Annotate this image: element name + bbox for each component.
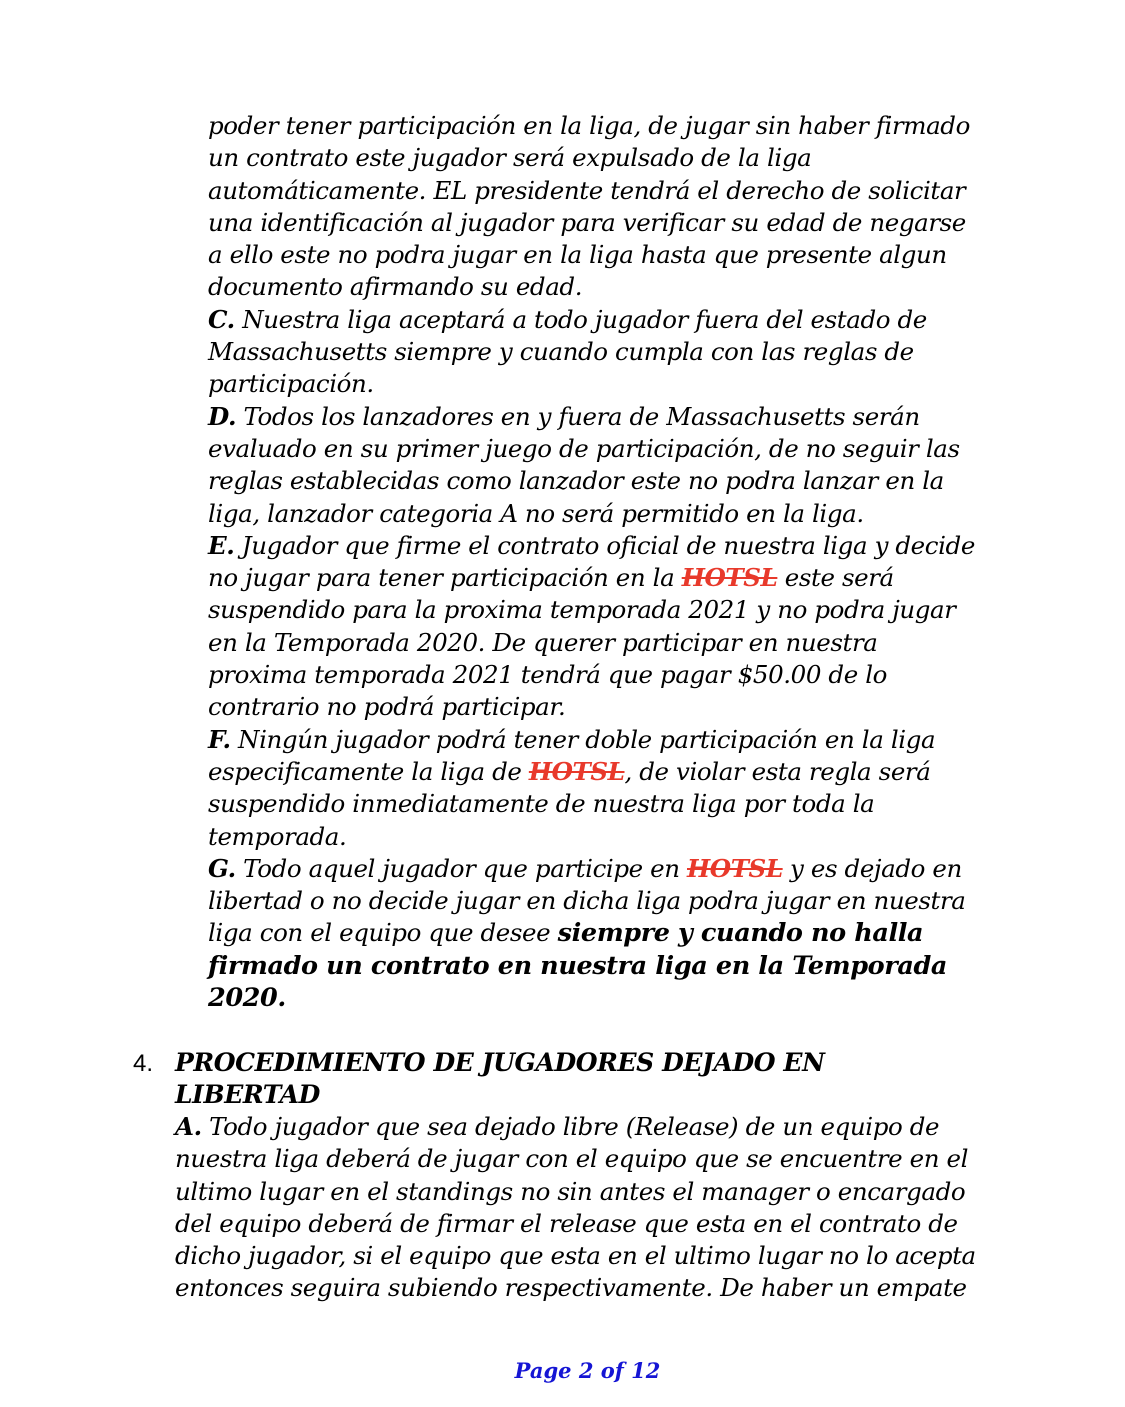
- section-number: 4.: [133, 1050, 154, 1077]
- text-line: proxima temporada 2021 tendrá que pagar $50.00 de lo: [208, 660, 887, 690]
- rule-label: C.: [208, 304, 235, 334]
- text-line: automáticamente. EL presidente tendrá el derecho de solicitar: [208, 175, 966, 205]
- text-line: documento afirmando su edad.: [208, 272, 583, 302]
- text-segment: y es dejado en: [782, 853, 962, 883]
- text-segment: liga con el equipo que desee: [208, 918, 558, 948]
- rule-a: [175, 1111, 975, 1143]
- text-segment: especificamente la liga de: [208, 756, 529, 786]
- rule-label: G.: [208, 853, 236, 883]
- struck-hotsl: HOTSL: [528, 756, 625, 786]
- rule-d: [208, 401, 968, 433]
- text-line: suspendido inmediatamente de nuestra liga por toda la: [208, 789, 875, 819]
- rules-list-continuation: [208, 110, 975, 1015]
- text-line: ultimo lugar en el standings no sin antes el manager o encargado: [175, 1176, 966, 1206]
- struck-hotsl: HOTSL: [681, 563, 778, 593]
- rule-label: E.: [208, 530, 235, 560]
- text-segment: , de violar esta regla será: [624, 756, 931, 786]
- text-line: [208, 917, 968, 949]
- text-segment: este será: [777, 563, 894, 593]
- bold-emphasis-line: firmado un contrato en nuestra liga en la Temporada: [208, 950, 947, 981]
- bold-emphasis: siempre y cuando no halla: [557, 918, 924, 949]
- text-line: [208, 562, 968, 594]
- rule-text: Nuestra liga aceptará a todo jugador fuera del estado de: [234, 304, 927, 334]
- text-line: evaluado en su primer juego de participación, de no seguir las: [208, 433, 960, 463]
- text-line: reglas establecidas como lanzador este no podra lanzar en la: [208, 466, 944, 496]
- rule-text: Ningún jugador podrá tener doble participación en la liga: [230, 724, 936, 754]
- text-segment: Todo aquel jugador que participe en: [235, 853, 687, 883]
- rule-e: [208, 530, 975, 562]
- rule-label: D.: [208, 401, 237, 431]
- text-line: nuestra liga deberá de jugar con el equipo que se encuentre en el: [175, 1144, 969, 1174]
- section-heading: LIBERTAD: [175, 1080, 320, 1109]
- text-line: suspendido para la proxima temporada 2021 y no podra jugar: [208, 595, 956, 625]
- text-line: un contrato este jugador será expulsado de la liga: [208, 143, 812, 173]
- text-line: [208, 756, 968, 788]
- text-line: temporada.: [208, 821, 347, 851]
- struck-hotsl: HOTSL: [687, 853, 783, 883]
- text-line: en la Temporada 2020. De querer participar en nuestra: [208, 627, 878, 657]
- text-line: del equipo deberá de firmar el release que esta en el contrato de: [175, 1208, 958, 1238]
- text-line: contrario no podrá participar.: [208, 692, 566, 722]
- rule-c: [208, 304, 968, 336]
- rule-label: A.: [175, 1112, 202, 1141]
- text-line: dicho jugador, si el equipo que esta en el ultimo lugar no lo acepta: [175, 1241, 976, 1271]
- text-segment: no jugar para tener participación en la: [208, 563, 682, 593]
- rule-g: [208, 853, 968, 885]
- section-4-body: [175, 1047, 975, 1305]
- rule-label: F.: [208, 724, 231, 754]
- page-number-footer: Page 2 of 12: [514, 1358, 661, 1383]
- text-line: a ello este no podra jugar en la liga hasta que presente algun: [208, 240, 947, 270]
- rule-text: Jugador que firme el contrato oficial de nuestra liga y decide: [234, 530, 975, 560]
- bold-emphasis-line: 2020.: [208, 983, 286, 1014]
- text-line: libertad o no decide jugar en dicha liga podra jugar en nuestra: [208, 886, 966, 916]
- rule-text: Todos los lanzadores en y fuera de Massachusetts serán: [236, 401, 920, 431]
- text-line: poder tener participación en la liga, de jugar sin haber firmado: [208, 111, 970, 140]
- section-heading: PROCEDIMIENTO DE JUGADORES DEJADO EN: [175, 1048, 825, 1077]
- text-line: participación.: [208, 369, 374, 399]
- rule-text: Todo jugador que sea dejado libre (Release) de un equipo de: [201, 1112, 940, 1141]
- text-line: liga, lanzador categoria A no será permitido en la liga.: [208, 498, 864, 528]
- text-line: entonces seguira subiendo respectivamente. De haber un empate: [175, 1273, 967, 1303]
- text-line: una identificación al jugador para verificar su edad de negarse: [208, 207, 966, 237]
- rule-f: [208, 724, 968, 756]
- text-line: Massachusetts siempre y cuando cumpla con las reglas de: [208, 337, 914, 367]
